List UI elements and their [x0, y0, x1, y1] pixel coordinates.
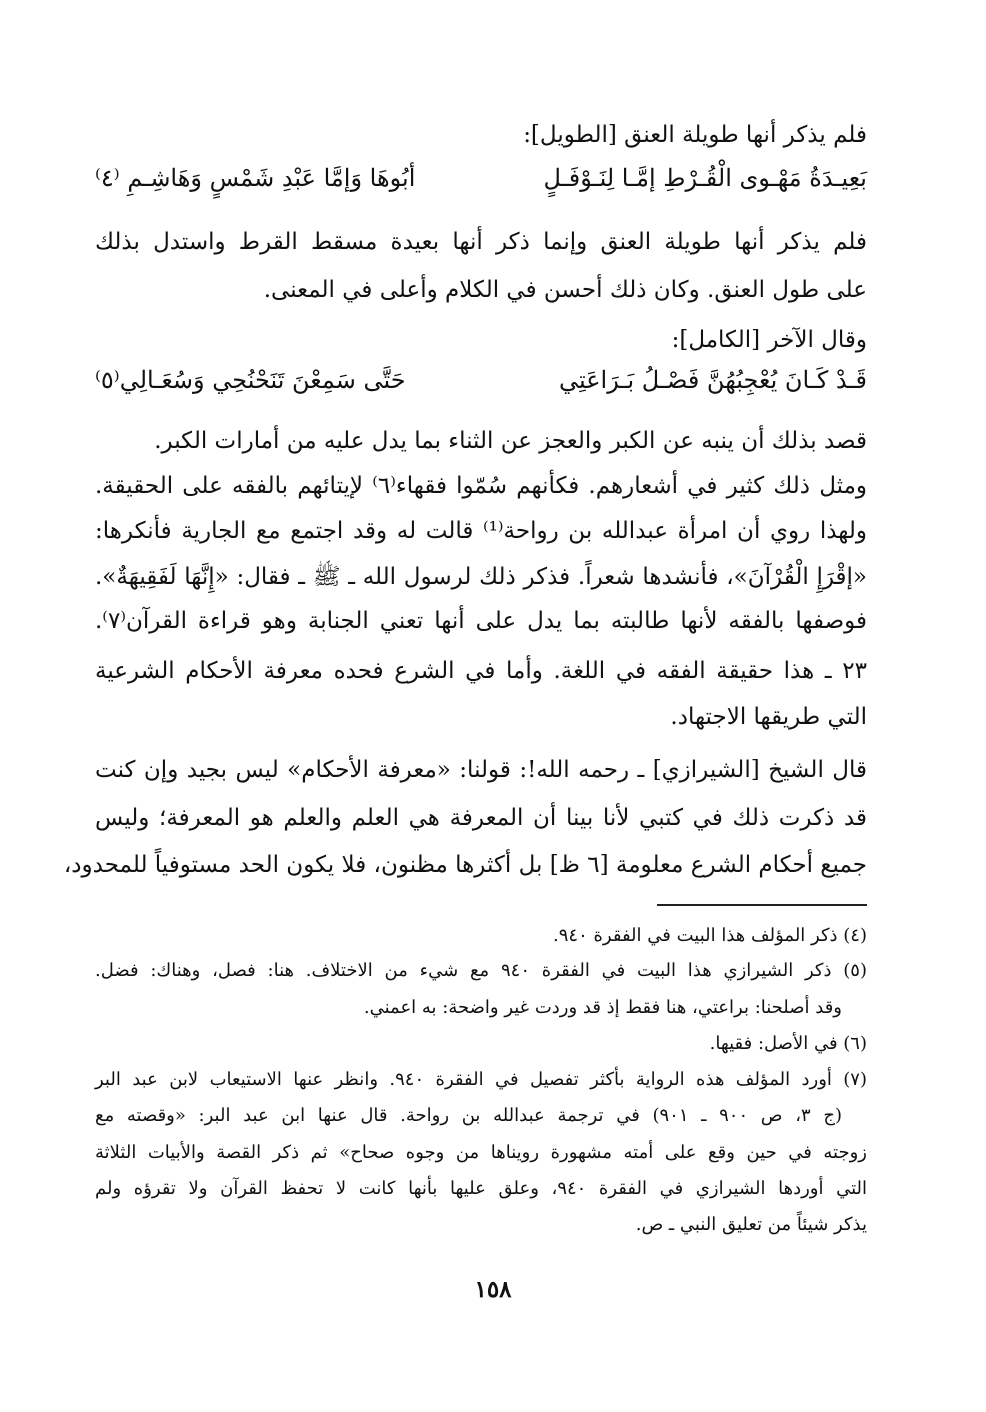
- footnote-7-line-1: (٧) أورد المؤلف هذه الرواية بأكثر تفصيل في الفقرة ٩٤٠. وانظر عنها الاستيعاب لابن عبد البر: [95, 1069, 867, 1090]
- paragraph-5-line-3: جميع أحكام الشرع معلومة [٦ ظ] بل أكثرها مظنون، فلا يكون الحد مستوفياً للمحدود،: [63, 852, 867, 878]
- footnote-7-line-5: يذكر شيئاً من تعليق النبي ـ ص.: [635, 1214, 867, 1235]
- footnote-7-line-2: (ج ٣، ص ٩٠٠ ـ ٩٠١) في ترجمة عبدالله بن رواحة. قال عنها ابن عبد البر: «وقصته مع: [95, 1105, 842, 1126]
- paragraph-3-line-2: ومثل ذلك كثير في أشعارهم. فكأنهم سُمّوا فقهاء⁽٦⁾ لإيتائهم بالفقه على الحقيقة.: [95, 473, 867, 499]
- verse-1: [95, 164, 867, 200]
- footnote-5-line-1: (٥) ذكر الشيرازي هذا البيت في الفقرة ٩٤٠ مع شيء من الاختلاف. هنا: فصل، وهناك: فضل.: [95, 960, 867, 981]
- page-number: ١٥٨: [474, 1276, 512, 1303]
- footnote-4: (٤) ذكر المؤلف هذا البيت في الفقرة ٩٤٠.: [553, 925, 867, 946]
- kamil-intro-line: وقال الآخر [الكامل]:: [671, 327, 867, 353]
- footnote-separator: [657, 904, 867, 906]
- verse-2: [95, 366, 867, 402]
- paragraph-2-line-2: على طول العنق. وكان ذلك أحسن في الكلام وأعلى في المعنى.: [263, 277, 867, 303]
- paragraph-5-line-2: قد ذكرت ذلك في كتبي لأنا بينا أن المعرفة هي العلم والعلم هو المعرفة؛ وليس: [95, 805, 867, 831]
- paragraph-5-line-1: قال الشيخ [الشيرازي] ـ رحمه الله!: قولنا: «معرفة الأحكام» ليس بجيد وإن كنت: [95, 757, 867, 783]
- intro-line: فلم يذكر أنها طويلة العنق [الطويل]:: [523, 122, 867, 148]
- verse-2-second-hemistich: حَتَّى سَمِعْنَ تَنَحْنُحِي وَسُعَـالِي⁽٥⁾: [95, 366, 406, 394]
- paragraph-23-line-2: التي طريقها الاجتهاد.: [670, 704, 867, 730]
- footnote-7-line-3: زوجته في حين وقع على أمته مشهورة رويناها من وجوه صحاح» ثم ذكر القصة والأبيات الثلاثة: [95, 1142, 867, 1163]
- footnote-5-line-2: وقد أصلحنا: براعتي، هنا فقط إذ قد وردت غير واضحة: به اعمني.: [363, 997, 842, 1018]
- footnote-6: (٦) في الأصل: فقيها.: [709, 1033, 867, 1054]
- verse-1-first-hemistich: بَعِيـدَةُ مَهْـوى الْقُـرْطِ إمَّـا لِنَـوْفَـلٍ: [543, 164, 867, 192]
- paragraph-3-line-4: «إقْرَإِ الْقُرْآنَ»، فأنشدها شعراً. فذكر ذلك لرسول الله ـ ﷺ ـ فقال: «إِنَّهَا لَفَقِيهَةٌ».: [95, 564, 867, 590]
- paragraph-23-line-1: ٢٣ ـ هذا حقيقة الفقه في اللغة. وأما في الشرع فحده معرفة الأحكام الشرعية: [95, 658, 867, 684]
- paragraph-3-line-5: فوصفها بالفقه لأنها طالبته بما يدل على أنها تعني الجنابة وهو قراءة القرآن⁽٧⁾.: [95, 608, 867, 634]
- paragraph-2-line-1: فلم يذكر أنها طويلة العنق وإنما ذكر أنها بعيدة مسقط القرط واستدل بذلك: [95, 229, 867, 255]
- verse-1-second-hemistich: أبُوهَا وَإمَّا عَبْدِ شَمْسٍ وَهَاشِـمِ ⁽٤⁾: [95, 164, 416, 192]
- paragraph-3-line-3: ولهذا روي أن امرأة عبدالله بن رواحة⁽¹⁾ قالت له وقد اجتمع مع الجارية فأنكرها:: [95, 518, 867, 544]
- footnote-7-line-4: التي أوردها الشيرازي في الفقرة ٩٤٠، وعلق عليها بأنها كانت لا تحفظ القرآن ولا تقرؤه ولم: [95, 1178, 868, 1199]
- verse-2-first-hemistich: قَـدْ كَـانَ يُعْجِبُهُنَّ فَصْـلُ بَـرَاعَتِي: [558, 366, 867, 394]
- paragraph-3-line-1: قصد بذلك أن ينبه عن الكبر والعجز عن الثناء بما يدل عليه من أمارات الكبر.: [154, 428, 867, 454]
